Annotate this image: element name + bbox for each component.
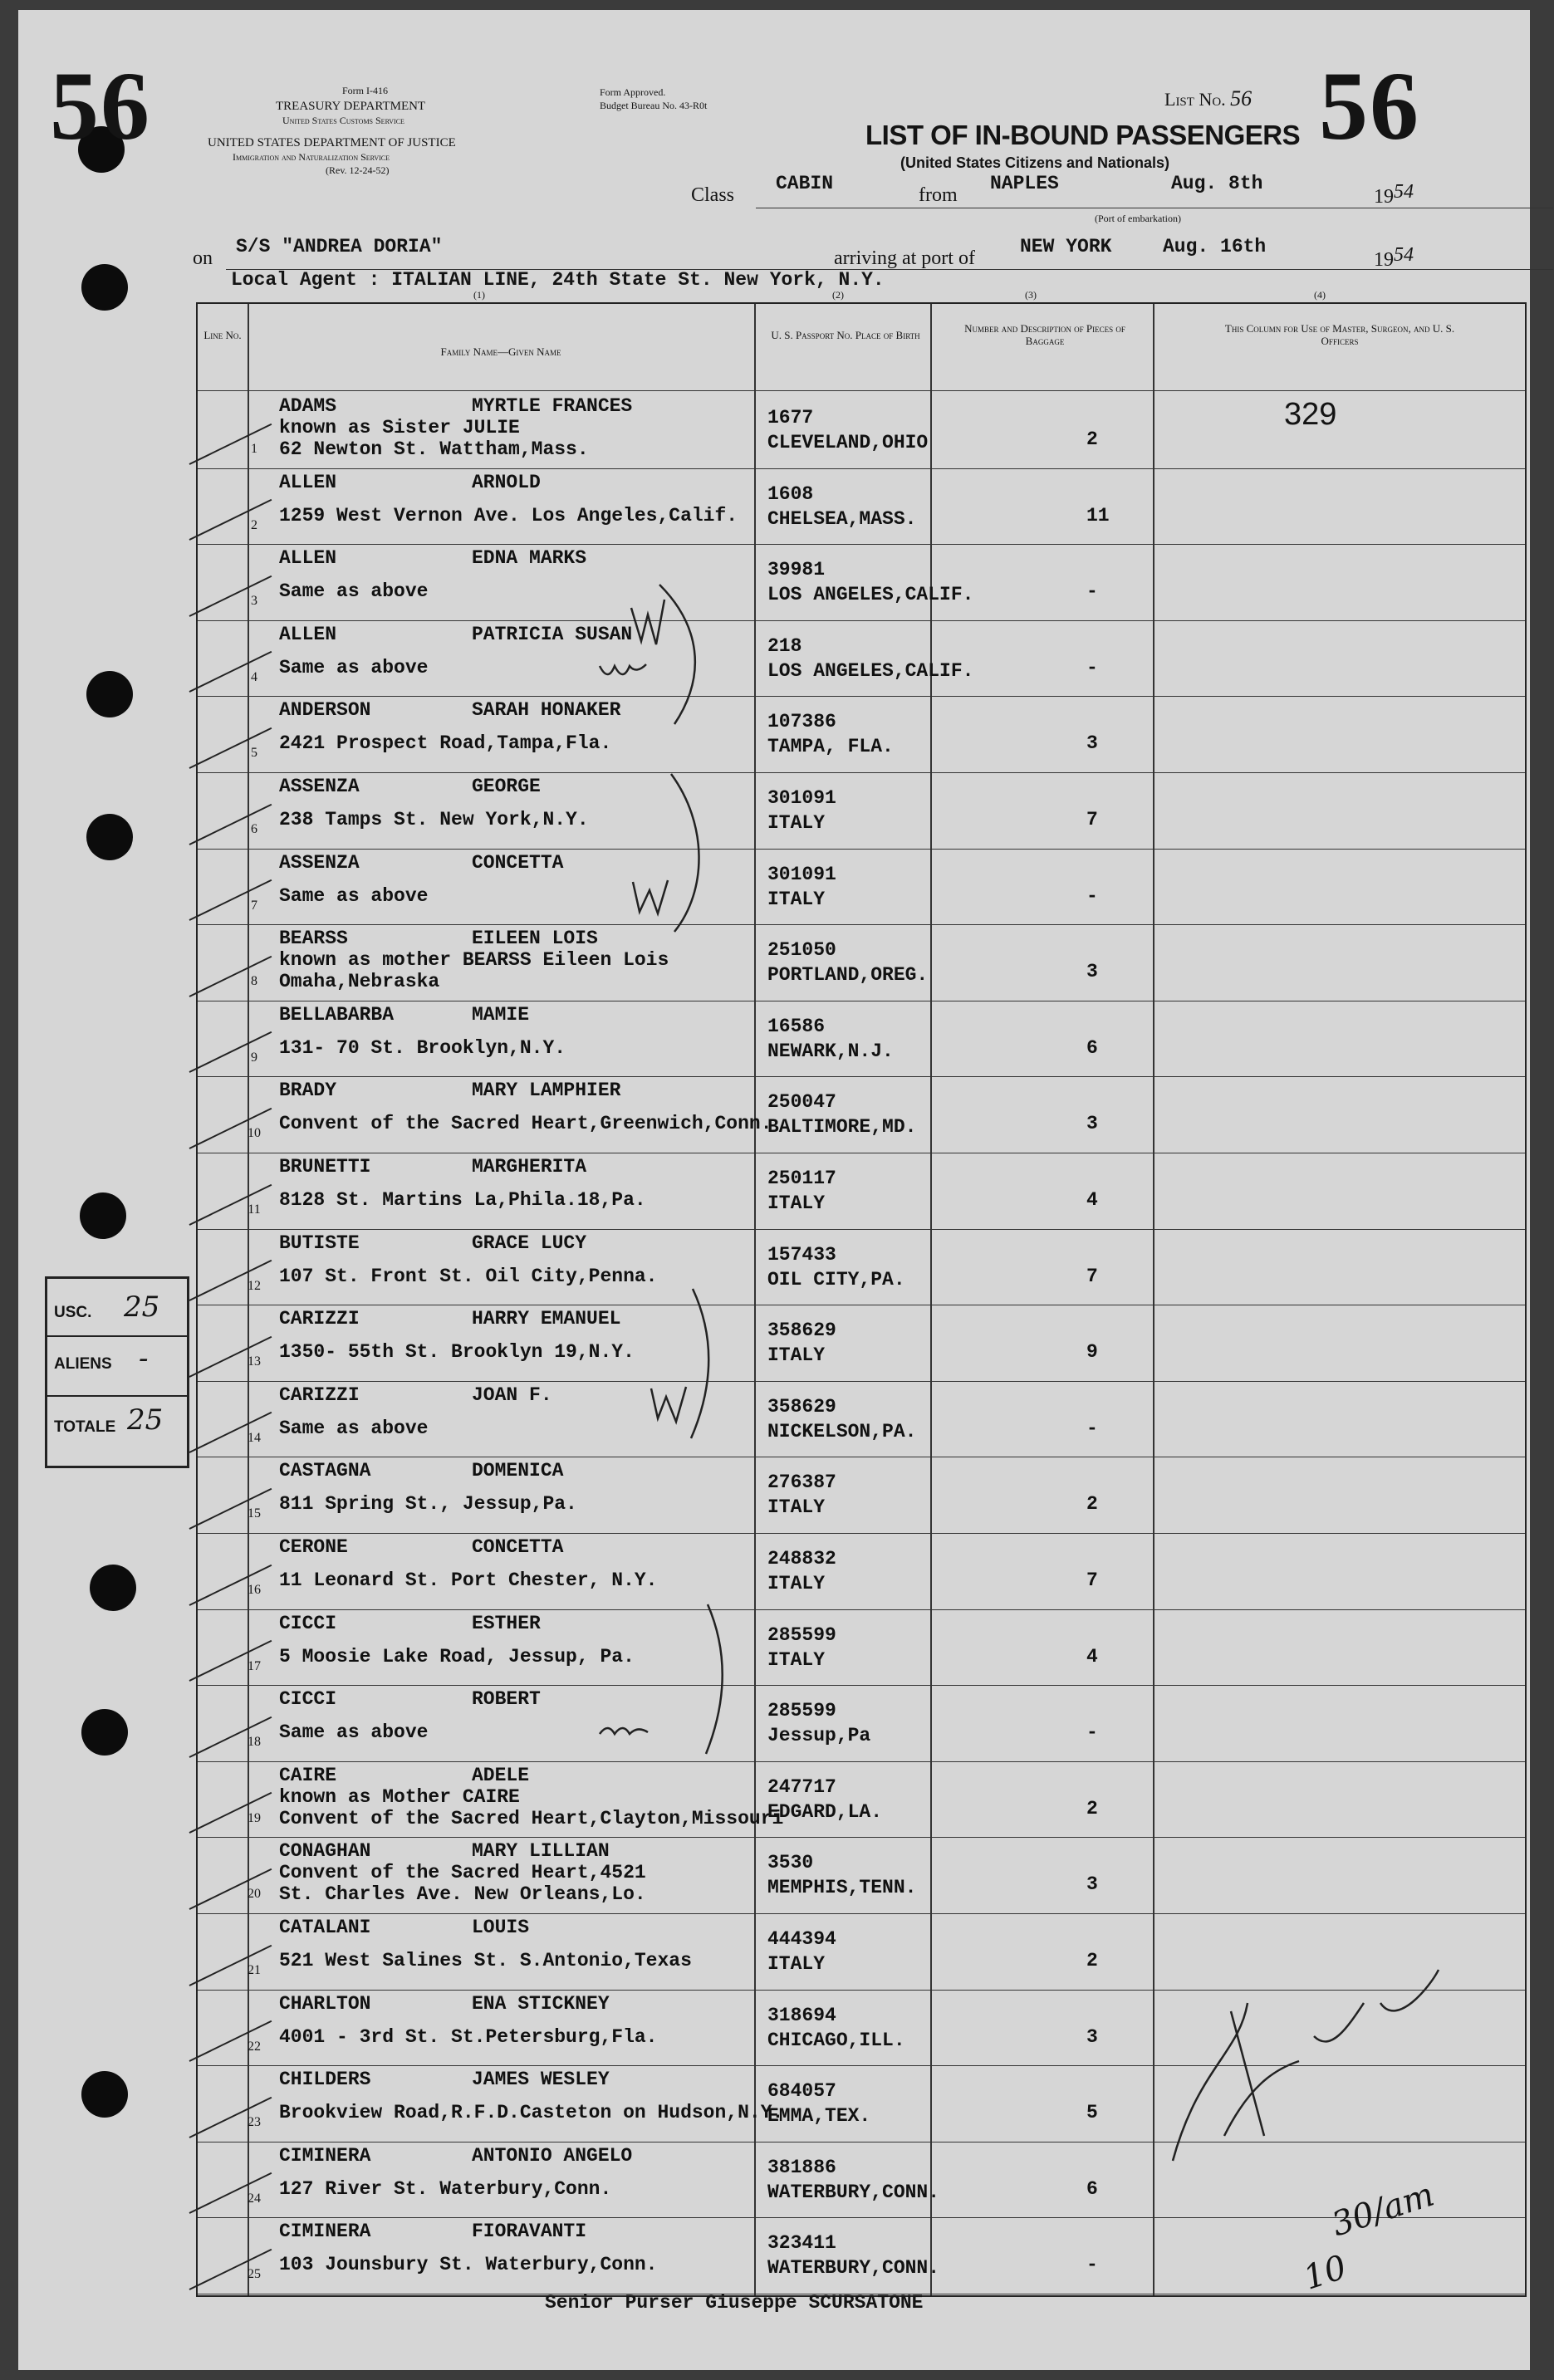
address: 127 River St. Waterbury,Conn. [279, 2177, 612, 2200]
line-number: 22 [248, 2039, 261, 2054]
family-name: BELLABARBA [279, 1003, 395, 1026]
address: 11 Leonard St. Port Chester, N.Y. [279, 1570, 658, 1591]
place-of-birth: NICKELSON,PA. [767, 1420, 917, 1442]
place-of-birth: CHELSEA,MASS. [767, 507, 917, 530]
baggage-count: 2 [1086, 428, 1098, 450]
given-name: DOMENICA [472, 1460, 564, 1482]
baggage-count: 4 [1086, 1645, 1098, 1667]
name-note: Convent of the Sacred Heart,4521 [279, 1862, 646, 1884]
address: Same as above [279, 580, 429, 603]
family-name: BEARSS [279, 928, 348, 950]
passport-number: 1677 [767, 407, 814, 428]
place-of-birth: CLEVELAND,OHIO [767, 432, 929, 453]
from-year-prefix: 19 [1374, 186, 1394, 208]
bracket-mark [671, 774, 699, 932]
line-number: 14 [248, 1430, 261, 1445]
line-number: 12 [248, 1278, 261, 1293]
family-name: ALLEN [279, 547, 337, 570]
passport-number: 157433 [767, 1243, 836, 1266]
baggage-count: 3 [1086, 1113, 1098, 1135]
address: 5 Moosie Lake Road, Jessup, Pa. [279, 1645, 635, 1667]
address: Same as above [279, 884, 429, 907]
usc-value: 25 [124, 1290, 160, 1324]
from-year-suffix: 54 [1394, 181, 1414, 203]
baggage-count: 11 [1086, 504, 1110, 526]
name-note: known as Sister JULIE [279, 417, 520, 438]
header-baggage: Number and Description of Pieces of Baggage [964, 322, 1125, 347]
place-of-birth: EMMA,TEX. [767, 2105, 871, 2128]
family-name: CARIZZI [279, 1383, 360, 1406]
passport-number: 3530 [767, 1852, 814, 1874]
arrival-port: NEW YORK [1020, 236, 1112, 257]
line-number: 23 [248, 2115, 261, 2130]
bracket-mark [659, 585, 695, 724]
passport-number: 285599 [767, 1623, 836, 1646]
given-name: SARAH HONAKER [472, 699, 621, 722]
address: 1259 West Vernon Ave. Los Angeles,Calif. [279, 504, 738, 526]
given-name: JOAN F. [472, 1383, 552, 1406]
family-name: CAIRE [279, 1764, 337, 1786]
place-of-birth: CHICAGO,ILL. [767, 2029, 905, 2051]
margin-time: 30/am [1326, 2175, 1439, 2245]
arriving-label: arriving at port of [834, 247, 975, 269]
local-agent: Local Agent : ITALIAN LINE, 24th State St. New York, N.Y. [231, 269, 885, 291]
address: 238 Tamps St. New York,N.Y. [279, 809, 589, 830]
given-name: EILEEN LOIS [472, 928, 598, 950]
line-number: 24 [248, 2191, 261, 2206]
family-name: CHILDERS [279, 2069, 371, 2091]
footer-purser: Senior Purser Giuseppe SCURSATONE [545, 2292, 924, 2314]
baggage-count: 3 [1086, 732, 1098, 755]
ship-name: S/S "ANDREA DORIA" [236, 236, 443, 257]
baggage-count: 7 [1086, 1265, 1098, 1287]
baggage-count: 6 [1086, 2177, 1098, 2200]
place-of-birth: BALTIMORE,MD. [767, 1116, 917, 1139]
family-name: CASTAGNA [279, 1460, 371, 1482]
line-number: 5 [251, 746, 257, 761]
passport-number: 250117 [767, 1168, 836, 1189]
address: 103 Jounsbury St. Waterbury,Conn. [279, 2254, 658, 2276]
address: 811 Spring St., Jessup,Pa. [279, 1493, 577, 1516]
list-no-value: 56 [1230, 86, 1253, 110]
baggage-count: 6 [1086, 1036, 1098, 1059]
passport-number: 444394 [767, 1928, 836, 1950]
address: Omaha,Nebraska [279, 971, 440, 993]
given-name: ADELE [472, 1764, 530, 1786]
family-name: CERONE [279, 1536, 348, 1558]
given-name: ROBERT [472, 1688, 541, 1711]
arrival-year-prefix: 19 [1374, 249, 1394, 271]
initial-mark [600, 1728, 648, 1734]
line-number: 2 [251, 517, 257, 532]
class-value: CABIN [776, 173, 834, 194]
given-name: GEORGE [472, 776, 541, 797]
aliens-value: - [139, 1342, 149, 1375]
family-name: CIMINERA [279, 2144, 371, 2167]
dept-treasury-sub: United States Customs Service [282, 115, 404, 126]
passport-number: 251050 [767, 939, 836, 962]
header-officers: This Column for Use of Master, Surgeon, and U. S. Officers [1224, 322, 1455, 347]
given-name: ESTHER [472, 1612, 541, 1634]
baggage-count: 3 [1086, 961, 1098, 983]
family-name: CICCI [279, 1688, 337, 1711]
family-name: CIMINERA [279, 2221, 371, 2243]
family-name: BUTISTE [279, 1232, 360, 1254]
dept-justice-sub: Immigration and Naturalization Service [233, 151, 390, 163]
given-name: HARRY EMANUEL [472, 1308, 621, 1330]
page-title: LIST OF IN-BOUND PASSENGERS [865, 120, 1301, 150]
place-of-birth: NEWARK,N.J. [767, 1040, 894, 1062]
signature-mark [1173, 1970, 1439, 2161]
line-number: 4 [251, 669, 257, 684]
given-name: ARNOLD [472, 471, 541, 493]
line-number: 19 [248, 1810, 261, 1825]
column-marker: (4) [1314, 289, 1326, 301]
bracket-mark [691, 1289, 708, 1438]
place-of-birth: ITALY [767, 1648, 826, 1671]
given-name: CONCETTA [472, 851, 564, 874]
tally-divider [47, 1335, 187, 1337]
passport-number: 107386 [767, 711, 836, 733]
place-of-birth: LOS ANGELES,CALIF. [767, 659, 974, 682]
budget-bureau: Budget Bureau No. 43-R0t [600, 100, 708, 111]
margin-number: 10 [1299, 2248, 1351, 2298]
baggage-count: 7 [1086, 809, 1098, 830]
place-of-birth: PORTLAND,OREG. [767, 964, 929, 987]
place-of-birth: ITALY [767, 1496, 826, 1519]
place-of-birth: EDGARD,LA. [767, 1800, 883, 1823]
usc-label: USC. [54, 1304, 92, 1321]
place-of-birth: ITALY [767, 888, 826, 910]
address: 521 West Salines St. S.Antonio,Texas [279, 1950, 692, 1971]
place-of-birth: ITALY [767, 1192, 826, 1214]
given-name: EDNA MARKS [472, 547, 587, 570]
column-marker: (2) [832, 289, 844, 301]
family-name: ALLEN [279, 471, 337, 493]
aliens-label: ALIENS [54, 1355, 112, 1373]
line-number: 6 [251, 822, 257, 836]
line-number: 8 [251, 974, 257, 989]
passport-number: 250047 [767, 1091, 836, 1114]
officer-note: 329 [1284, 397, 1337, 432]
from-label: from [919, 184, 958, 206]
tally-divider [47, 1395, 187, 1397]
arrival-date: Aug. 16th [1163, 236, 1267, 257]
baggage-count: 2 [1086, 1797, 1098, 1819]
name-note: known as mother BEARSS Eileen Lois [279, 949, 669, 972]
passport-number: 323411 [767, 2232, 836, 2255]
from-value: NAPLES [990, 173, 1059, 194]
passport-number: 248832 [767, 1548, 836, 1570]
given-name: MAMIE [472, 1003, 530, 1026]
family-name: CHARLTON [279, 1992, 371, 2015]
family-name: ASSENZA [279, 851, 360, 874]
family-name: BRUNETTI [279, 1156, 371, 1178]
on-label: on [193, 247, 213, 269]
baggage-count: 7 [1086, 1570, 1098, 1591]
handwritten-marks [18, 10, 1530, 2370]
address: 1350- 55th St. Brooklyn 19,N.Y. [279, 1341, 635, 1364]
baggage-count: - [1086, 656, 1098, 678]
line-number: 7 [251, 898, 257, 913]
place-of-birth: ITALY [767, 812, 826, 834]
place-of-birth: ITALY [767, 1573, 826, 1594]
place-of-birth: ITALY [767, 1344, 826, 1367]
given-name: ENA STICKNEY [472, 1992, 610, 2015]
total-value: 25 [127, 1403, 164, 1437]
line-number: 20 [248, 1887, 261, 1902]
address: Convent of the Sacred Heart,Greenwich,Conn. [279, 1113, 772, 1135]
given-name: GRACE LUCY [472, 1232, 587, 1254]
initial-mark [651, 1387, 686, 1422]
passport-number: 276387 [767, 1472, 836, 1494]
baggage-count: 3 [1086, 1873, 1098, 1896]
baggage-count: 2 [1086, 1950, 1098, 1971]
line-number: 16 [248, 1583, 261, 1597]
from-date: Aug. 8th [1171, 173, 1263, 194]
line-number: 13 [248, 1354, 261, 1369]
place-of-birth: WATERBURY,CONN. [767, 2181, 940, 2203]
place-of-birth: ITALY [767, 1953, 826, 1975]
initial-mark [633, 880, 668, 913]
line-number: 25 [248, 2267, 261, 2282]
header-passport: U. S. Passport No. Place of Birth [771, 329, 920, 341]
place-of-birth: OIL CITY,PA. [767, 1268, 905, 1290]
given-name: JAMES WESLEY [472, 2069, 610, 2091]
baggage-count: - [1086, 580, 1098, 603]
given-name: ANTONIO ANGELO [472, 2144, 633, 2167]
passport-number: 285599 [767, 1700, 836, 1722]
passport-number: 1608 [767, 482, 814, 505]
line-number: 3 [251, 594, 257, 609]
family-name: CATALANI [279, 1917, 371, 1938]
passport-number: 301091 [767, 787, 836, 809]
given-name: MYRTLE FRANCES [472, 395, 633, 417]
baggage-count: - [1086, 884, 1098, 907]
address: 107 St. Front St. Oil City,Penna. [279, 1265, 658, 1287]
line-number: 9 [251, 1050, 257, 1065]
initial-mark [631, 600, 664, 644]
passport-number: 684057 [767, 2080, 836, 2103]
class-label: Class [691, 184, 735, 206]
address: 131- 70 St. Brooklyn,N.Y. [279, 1036, 566, 1059]
given-name: MARY LAMPHIER [472, 1080, 621, 1102]
given-name: MARGHERITA [472, 1156, 587, 1178]
passport-number: 218 [767, 634, 802, 657]
passport-number: 358629 [767, 1320, 836, 1342]
line-number: 1 [251, 442, 257, 456]
given-name: FIORAVANTI [472, 2221, 587, 2243]
line-number: 10 [248, 1126, 261, 1141]
baggage-count: 5 [1086, 2102, 1098, 2124]
header-name: Family Name—Given Name [440, 345, 561, 358]
list-number-stamp-right: 56 [1319, 51, 1420, 160]
baggage-count: 3 [1086, 2025, 1098, 2048]
family-name: ASSENZA [279, 776, 360, 797]
column-marker: (3) [1025, 289, 1037, 301]
given-name: CONCETTA [472, 1536, 564, 1558]
passport-number: 381886 [767, 2156, 836, 2178]
form-approved: Form Approved. [600, 86, 666, 98]
baggage-count: - [1086, 1721, 1098, 1744]
form-number: Form I-416 [342, 85, 388, 96]
column-marker: (1) [473, 289, 485, 301]
passport-number: 358629 [767, 1395, 836, 1418]
line-number: 11 [248, 1202, 261, 1217]
manifest-page [18, 10, 1530, 2370]
baggage-count: - [1086, 2254, 1098, 2276]
name-note: known as Mother CAIRE [279, 1785, 520, 1808]
family-name: ANDERSON [279, 699, 371, 722]
baggage-count: - [1086, 1417, 1098, 1439]
dept-justice: UNITED STATES DEPARTMENT OF JUSTICE [208, 136, 456, 149]
initial-mark [600, 664, 646, 674]
family-name: ALLEN [279, 623, 337, 645]
address: 62 Newton St. Wattham,Mass. [279, 438, 589, 460]
address: St. Charles Ave. New Orleans,Lo. [279, 1883, 646, 1906]
line-number: 17 [248, 1658, 261, 1673]
given-name: LOUIS [472, 1917, 530, 1938]
tally-box [45, 1276, 189, 1468]
list-number-stamp-left: 56 [50, 51, 151, 160]
place-of-birth: LOS ANGELES,CALIF. [767, 584, 974, 606]
place-of-birth: TAMPA, FLA. [767, 736, 894, 758]
place-of-birth: MEMPHIS,TENN. [767, 1877, 917, 1899]
dept-treasury: TREASURY DEPARTMENT [276, 100, 426, 113]
baggage-count: 2 [1086, 1493, 1098, 1516]
family-name: ADAMS [279, 395, 337, 417]
bracket-mark [706, 1604, 723, 1754]
address: 2421 Prospect Road,Tampa,Fla. [279, 732, 612, 755]
given-name: PATRICIA SUSAN [472, 623, 633, 645]
port-of-embarkation-label: (Port of embarkation) [1095, 213, 1181, 224]
passport-number: 247717 [767, 1775, 836, 1798]
page-subtitle: (United States Citizens and Nationals) [900, 154, 1170, 171]
header-line-no: Line No. [203, 329, 242, 341]
address: Same as above [279, 1721, 429, 1744]
given-name: MARY LILLIAN [472, 1840, 610, 1863]
passport-number: 39981 [767, 559, 826, 581]
place-of-birth: WATERBURY,CONN. [767, 2257, 940, 2280]
place-of-birth: Jessup,Pa [767, 1725, 871, 1747]
baggage-count: 4 [1086, 1189, 1098, 1211]
family-name: CICCI [279, 1612, 337, 1634]
family-name: CARIZZI [279, 1308, 360, 1330]
line-number: 21 [248, 1963, 261, 1977]
passport-number: 318694 [767, 2004, 836, 2026]
total-label: TOTALE [54, 1418, 116, 1436]
family-name: BRADY [279, 1080, 337, 1102]
line-number: 18 [248, 1735, 261, 1750]
line-number: 15 [248, 1506, 261, 1521]
address: 8128 St. Martins La,Phila.18,Pa. [279, 1189, 646, 1211]
address: Same as above [279, 656, 429, 678]
arrival-year-suffix: 54 [1394, 244, 1414, 266]
baggage-count: 9 [1086, 1341, 1098, 1364]
family-name: CONAGHAN [279, 1840, 371, 1863]
form-revision: (Rev. 12-24-52) [326, 164, 390, 176]
list-no-text: List No. [1164, 89, 1226, 110]
address: Convent of the Sacred Heart,Clayton,Missouri [279, 1807, 784, 1829]
address: 4001 - 3rd St. St.Petersburg,Fla. [279, 2025, 658, 2048]
address: Brookview Road,R.F.D.Casteton on Hudson,N.Y. [279, 2102, 784, 2124]
address: Same as above [279, 1417, 429, 1439]
passport-number: 16586 [767, 1015, 826, 1037]
passport-number: 301091 [767, 863, 836, 885]
